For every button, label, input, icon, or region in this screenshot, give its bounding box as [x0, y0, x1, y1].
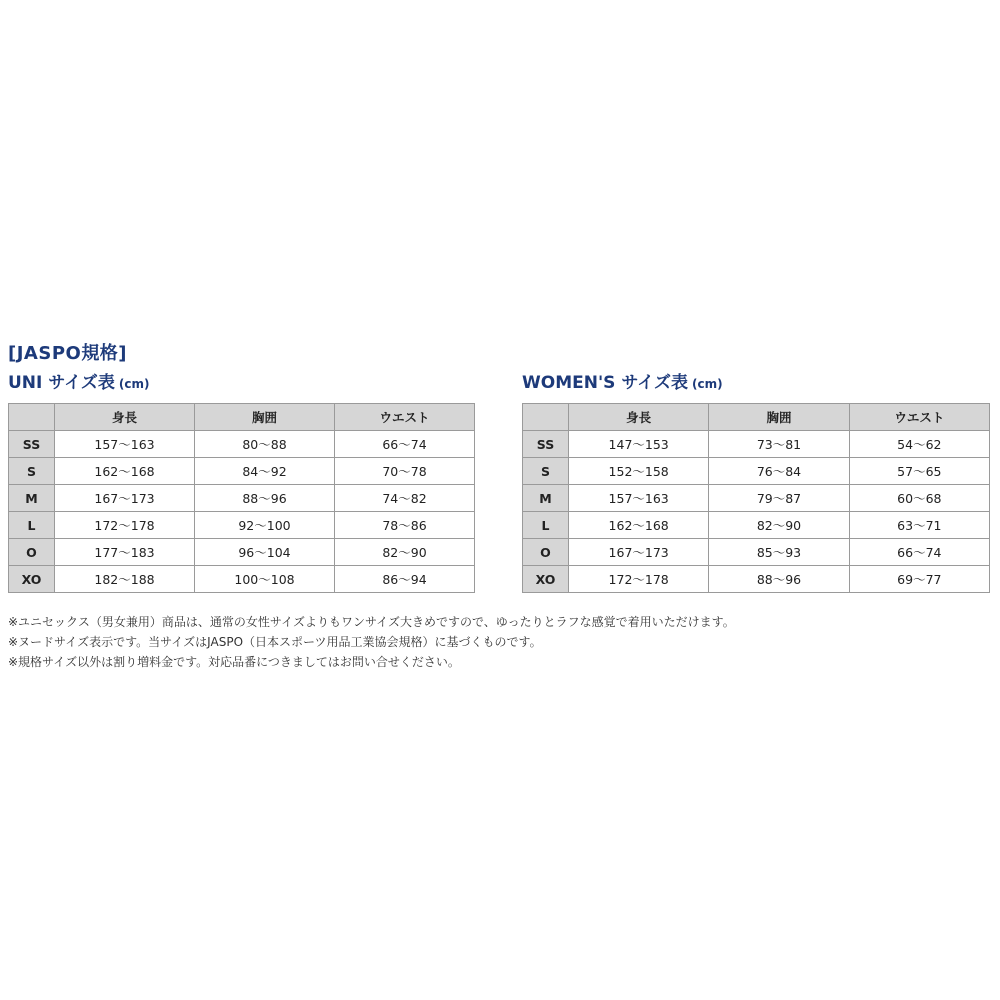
womens-size-table: [522, 403, 990, 593]
note-extra-charge: ※規格サイズ以外は割り増料金です。対応品番につきましてはお問い合せください。: [8, 655, 460, 669]
header-size: [523, 404, 569, 431]
womens-size-table-block: [522, 370, 990, 593]
size-label: O: [9, 539, 55, 566]
size-label: SS: [523, 431, 569, 458]
uni-size-table-block: [8, 370, 475, 593]
uni-table-heading: [8, 370, 475, 398]
height-cell: 172～178: [569, 566, 709, 593]
size-label: S: [523, 458, 569, 485]
chest-cell: 76～84: [709, 458, 849, 485]
table-row: [523, 458, 990, 485]
table-header-row: [9, 404, 475, 431]
table-header-row: [523, 404, 990, 431]
height-cell: 162～168: [55, 458, 195, 485]
table-row: [9, 431, 475, 458]
height-cell: 157～163: [55, 431, 195, 458]
table-row: [523, 485, 990, 512]
size-label: L: [523, 512, 569, 539]
header-height: 身長: [569, 404, 709, 431]
waist-cell: 60～68: [849, 485, 989, 512]
chest-cell: 85～93: [709, 539, 849, 566]
waist-cell: 69～77: [849, 566, 989, 593]
table-row: [523, 431, 990, 458]
chest-cell: 80～88: [195, 431, 335, 458]
chest-cell: 100～108: [195, 566, 335, 593]
waist-cell: 70～78: [335, 458, 475, 485]
header-chest: 胸囲: [195, 404, 335, 431]
size-label: XO: [523, 566, 569, 593]
height-cell: 167～173: [55, 485, 195, 512]
height-cell: 152～158: [569, 458, 709, 485]
table-row: [523, 512, 990, 539]
chest-cell: 84～92: [195, 458, 335, 485]
header-height: 身長: [55, 404, 195, 431]
size-label: O: [523, 539, 569, 566]
header-size: [9, 404, 55, 431]
size-label: SS: [9, 431, 55, 458]
height-cell: 162～168: [569, 512, 709, 539]
waist-cell: 66～74: [335, 431, 475, 458]
spec-title: [JASPO規格]: [8, 343, 128, 364]
chest-cell: 88～96: [195, 485, 335, 512]
table-row: [523, 566, 990, 593]
waist-cell: 54～62: [849, 431, 989, 458]
table-row: [9, 458, 475, 485]
uni-table-unit: (cm): [118, 377, 150, 391]
chest-cell: 82～90: [709, 512, 849, 539]
womens-table-heading: [522, 370, 990, 398]
height-cell: 172～178: [55, 512, 195, 539]
header-waist: ウエスト: [335, 404, 475, 431]
uni-size-table: [8, 403, 475, 593]
chest-cell: 96～104: [195, 539, 335, 566]
table-row: [9, 512, 475, 539]
table-row: [9, 485, 475, 512]
uni-table-title: UNI サイズ表: [8, 373, 115, 393]
waist-cell: 82～90: [335, 539, 475, 566]
header-chest: 胸囲: [709, 404, 849, 431]
header-waist: ウエスト: [849, 404, 989, 431]
note-nude-size: ※ヌードサイズ表示です。当サイズはJASPO（日本スポーツ用品工業協会規格）に基づくものです。: [8, 635, 542, 649]
note-unisex: ※ユニセックス（男女兼用）商品は、通常の女性サイズよりもワンサイズ大きめですので、ゆったりとラフな感覚で着用いただけます。: [8, 615, 735, 629]
height-cell: 182～188: [55, 566, 195, 593]
table-row: [523, 539, 990, 566]
height-cell: 157～163: [569, 485, 709, 512]
womens-table-unit: (cm): [691, 377, 723, 391]
waist-cell: 86～94: [335, 566, 475, 593]
notes: [8, 612, 988, 672]
height-cell: 147～153: [569, 431, 709, 458]
chest-cell: 79～87: [709, 485, 849, 512]
size-label: S: [9, 458, 55, 485]
waist-cell: 66～74: [849, 539, 989, 566]
waist-cell: 78～86: [335, 512, 475, 539]
size-label: L: [9, 512, 55, 539]
chest-cell: 92～100: [195, 512, 335, 539]
size-label: M: [9, 485, 55, 512]
chest-cell: 88～96: [709, 566, 849, 593]
size-label: M: [523, 485, 569, 512]
waist-cell: 74～82: [335, 485, 475, 512]
size-label: XO: [9, 566, 55, 593]
chest-cell: 73～81: [709, 431, 849, 458]
height-cell: 177～183: [55, 539, 195, 566]
table-row: [9, 566, 475, 593]
waist-cell: 63～71: [849, 512, 989, 539]
waist-cell: 57～65: [849, 458, 989, 485]
height-cell: 167～173: [569, 539, 709, 566]
table-row: [9, 539, 475, 566]
womens-table-title: WOMEN'S サイズ表: [522, 373, 688, 393]
